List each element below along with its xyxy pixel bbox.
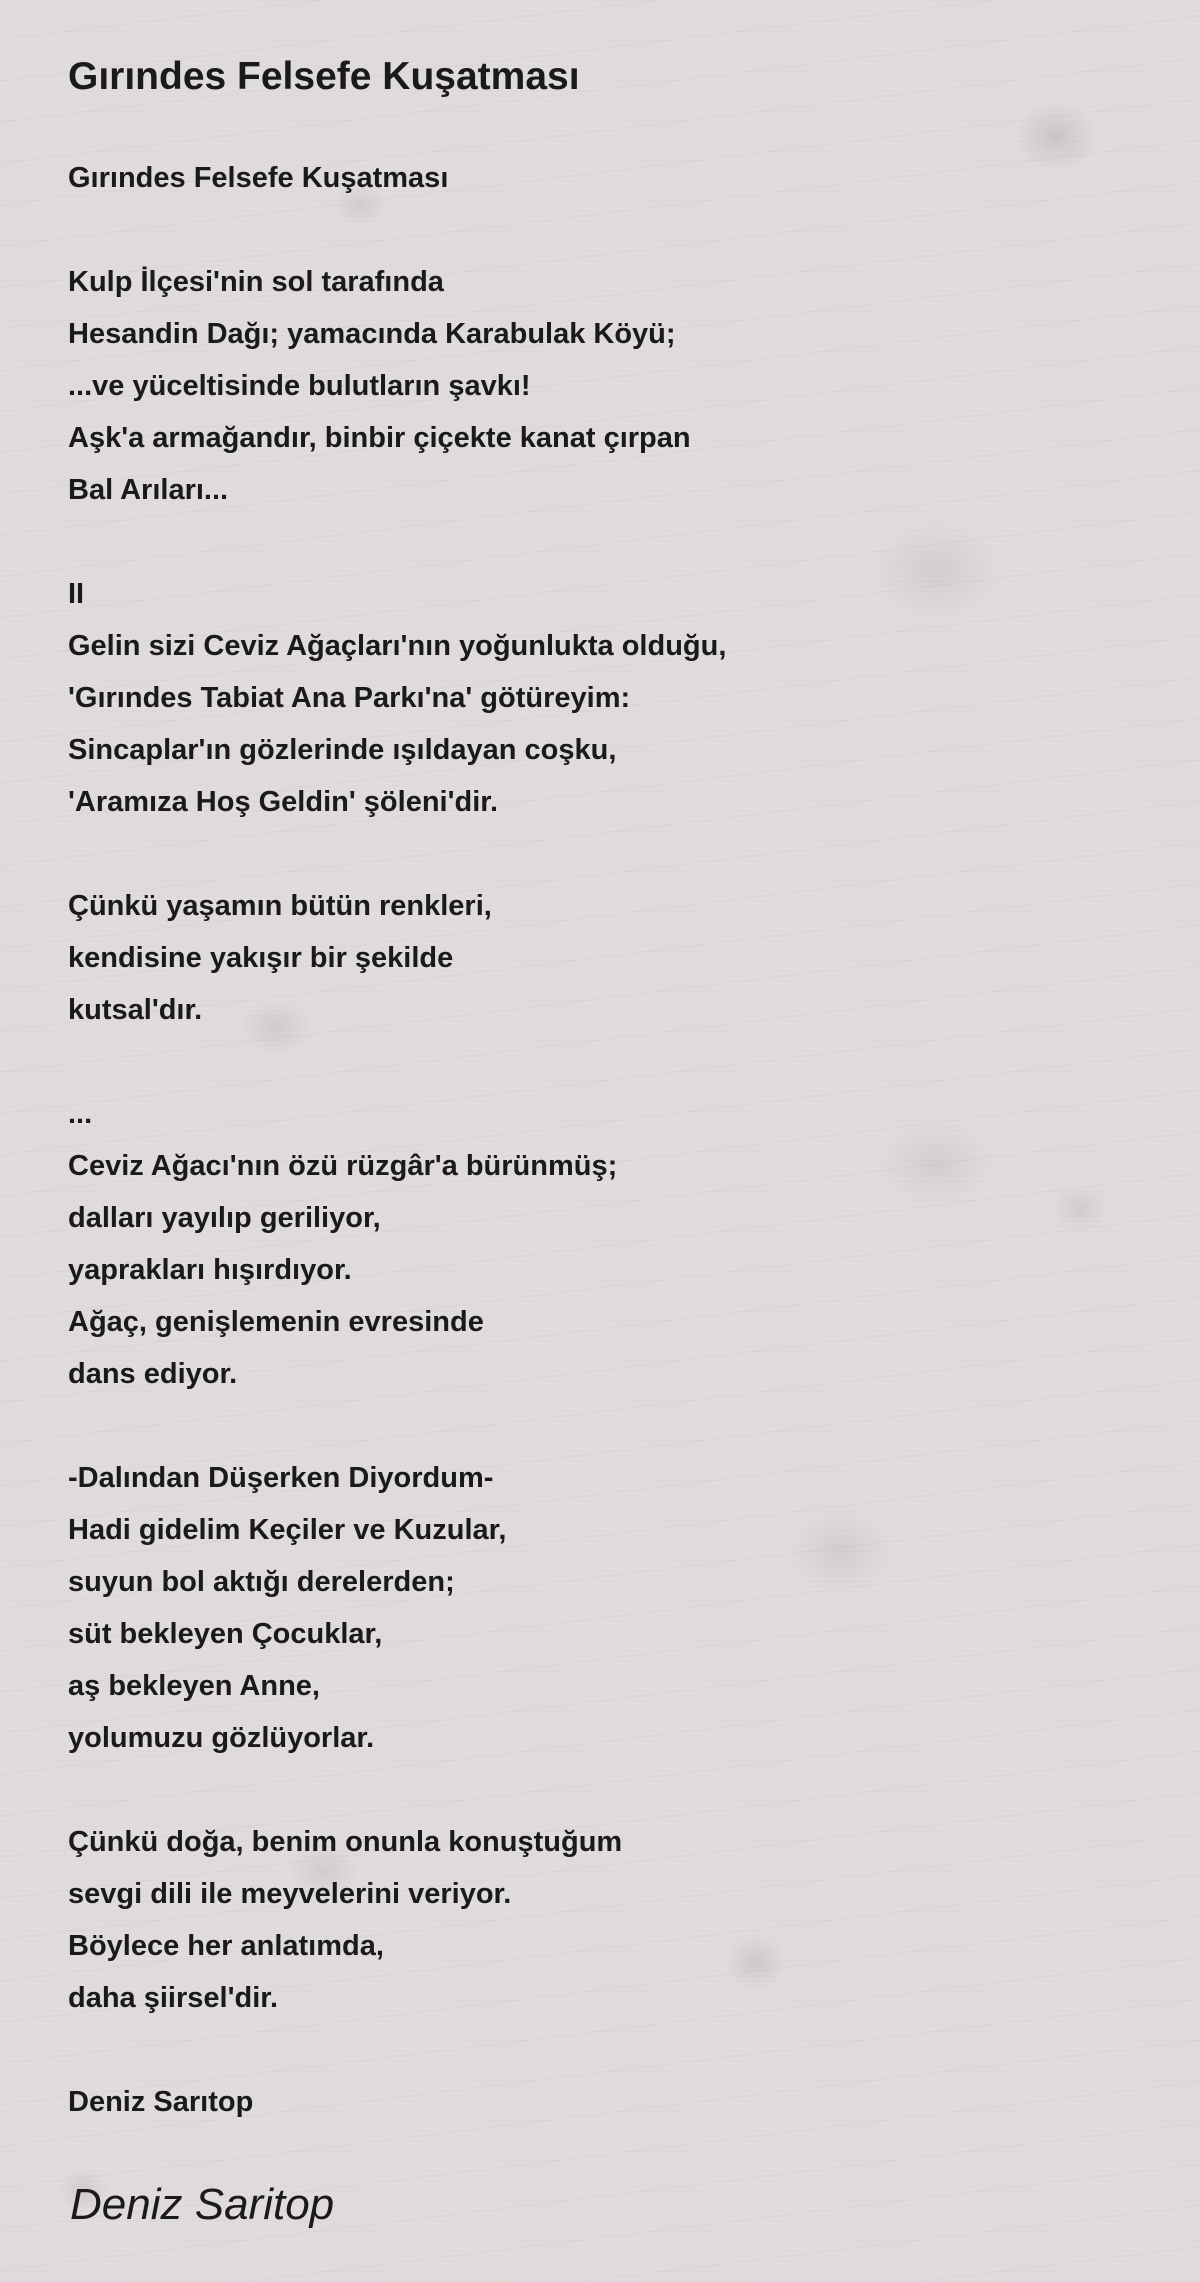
- stanza-gap: [68, 1764, 1148, 1816]
- poem-line: Hesandin Dağı; yamacında Karabulak Köyü;: [68, 318, 676, 350]
- stanza-gap: [68, 2024, 1148, 2076]
- stanza-3: [68, 880, 1148, 1036]
- stanza-gap: [68, 828, 1148, 880]
- poem-line: dans ediyor.: [68, 1358, 238, 1390]
- stanza-1: [68, 256, 1148, 516]
- poem-line: yolumuzu gözlüyorlar.: [68, 1722, 375, 1754]
- poem-line: Sincaplar'ın gözlerinde ışıldayan coşku,: [68, 734, 617, 766]
- stanza-2: [68, 568, 1148, 828]
- poem-line: Böylece her anlatımda,: [68, 1930, 384, 1962]
- poem-line: ...ve yüceltisinde bulutların şavkı!: [68, 370, 531, 402]
- poem-line: Çünkü doğa, benim onunla konuştuğum: [68, 1826, 623, 1858]
- author-signature: Deniz Saritop: [70, 2180, 335, 2229]
- stanza-gap: [68, 516, 1148, 568]
- poem-author-line: Deniz Sarıtop: [68, 2086, 254, 2118]
- stanza-gap: [68, 1400, 1148, 1452]
- stanza-gap: [68, 204, 1148, 256]
- poem-line: sevgi dili ile meyvelerini veriyor.: [68, 1878, 512, 1910]
- poem-line: ...: [68, 1098, 93, 1130]
- poem-page: [68, 50, 1148, 2128]
- poem-line: Aşk'a armağandır, binbir çiçekte kanat çırpan: [68, 422, 691, 454]
- stanza-6: [68, 1816, 1148, 2024]
- poem-line: Ağaç, genişlemenin evresinde: [68, 1306, 484, 1338]
- poem-line: II: [68, 578, 85, 610]
- poem-line: 'Aramıza Hoş Geldin' şöleni'dir.: [68, 786, 499, 818]
- stanza-4: [68, 1088, 1148, 1400]
- poem-line: dalları yayılıp geriliyor,: [68, 1202, 381, 1234]
- poem-title: Gırındes Felsefe Kuşatması: [68, 55, 580, 98]
- stanza-gap: [68, 1036, 1148, 1088]
- poem-line: yaprakları hışırdıyor.: [68, 1254, 352, 1286]
- poem-line: suyun bol aktığı derelerden;: [68, 1566, 455, 1598]
- poem-line: Ceviz Ağacı'nın özü rüzgâr'a bürünmüş;: [68, 1150, 618, 1182]
- poem-line: aş bekleyen Anne,: [68, 1670, 320, 1702]
- stanza-5: [68, 1452, 1148, 1764]
- poem-line: süt bekleyen Çocuklar,: [68, 1618, 383, 1650]
- poem-line: Kulp İlçesi'nin sol tarafında: [68, 266, 444, 298]
- poem-line: daha şiirsel'dir.: [68, 1982, 278, 2014]
- poem-line: kutsal'dır.: [68, 994, 203, 1026]
- poem-line: Bal Arıları...: [68, 474, 229, 506]
- poem-line: Hadi gidelim Keçiler ve Kuzular,: [68, 1514, 507, 1546]
- poem-line: 'Gırındes Tabiat Ana Parkı'na' götüreyim:: [68, 682, 631, 714]
- poem-body: [68, 152, 1148, 2128]
- poem-heading: Gırındes Felsefe Kuşatması: [68, 162, 449, 194]
- poem-line: -Dalından Düşerken Diyordum-: [68, 1462, 494, 1494]
- poem-line: kendisine yakışır bir şekilde: [68, 942, 454, 974]
- poem-line: Gelin sizi Ceviz Ağaçları'nın yoğunlukta olduğu,: [68, 630, 727, 662]
- poem-line: Çünkü yaşamın bütün renkleri,: [68, 890, 492, 922]
